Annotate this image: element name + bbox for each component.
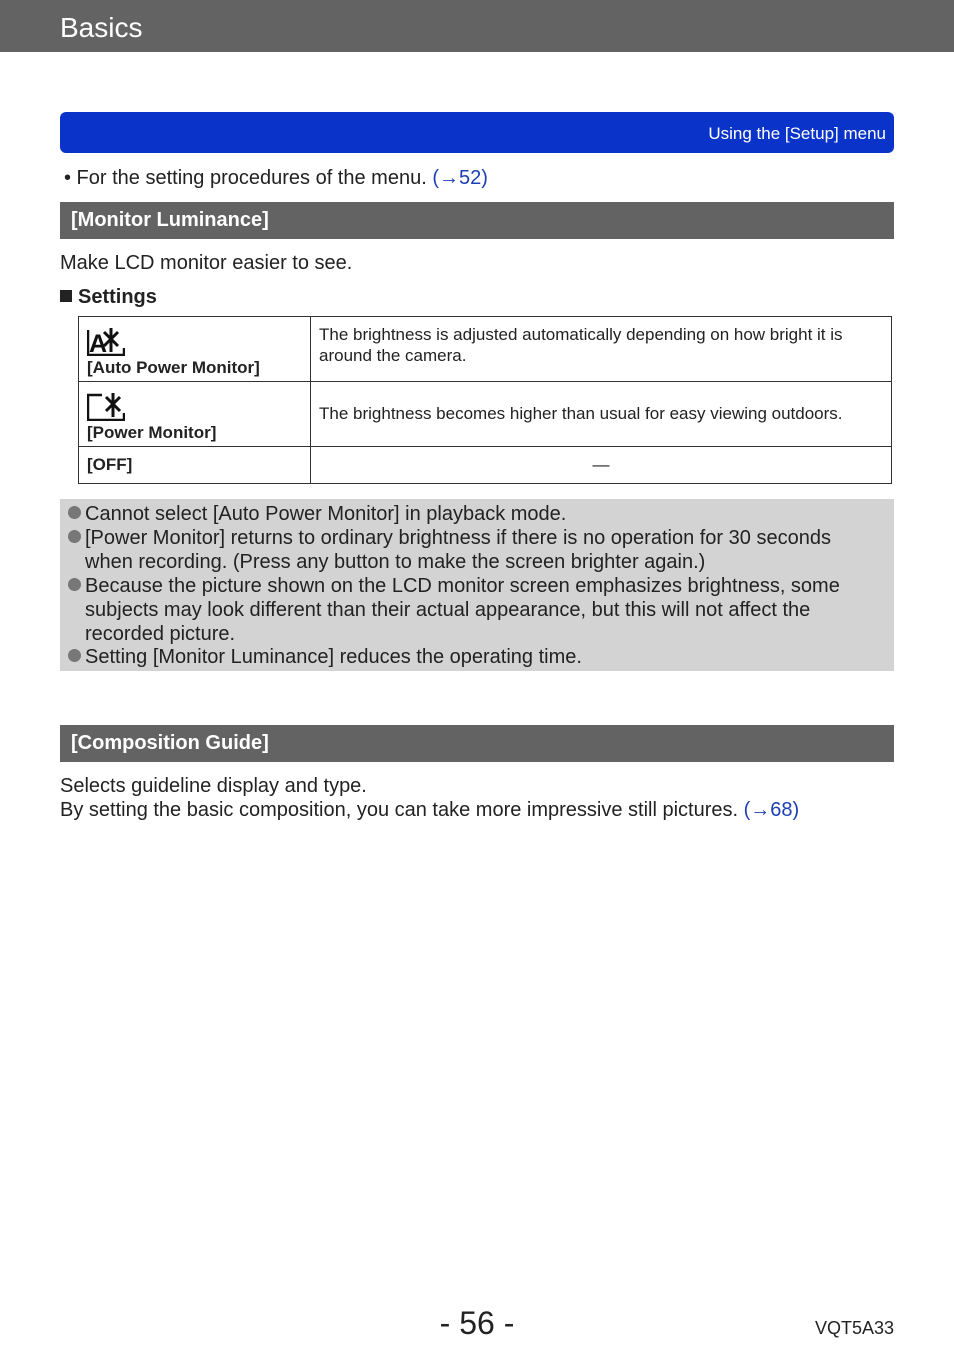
note-item	[68, 645, 884, 669]
settings-table	[78, 316, 892, 484]
banner-text: Using the [Setup] menu	[708, 124, 886, 143]
note-item	[68, 502, 884, 526]
composition-guide-description	[60, 774, 799, 822]
header-title: Basics	[60, 12, 143, 43]
setting-description: The brightness becomes higher than usual for easy viewing outdoors.	[319, 404, 843, 423]
power-monitor-icon	[87, 391, 125, 421]
note-text: Cannot select [Auto Power Monitor] in playback mode.	[85, 503, 567, 525]
settings-label-text: Settings	[78, 286, 157, 308]
table-cell-setting	[79, 317, 311, 382]
bullet-dot-icon	[68, 530, 81, 543]
composition-guide-link[interactable]: (→68)	[743, 799, 800, 821]
setting-description: The brightness is adjusted automatically depending on how bright it is around the camera.	[319, 325, 843, 365]
document-code: VQT5A33	[814, 1318, 894, 1338]
svg-text:A: A	[89, 330, 108, 356]
composition-guide-heading	[60, 725, 894, 762]
monitor-luminance-heading-text: [Monitor Luminance]	[71, 209, 269, 231]
square-bullet-icon	[60, 290, 72, 302]
table-cell-setting	[79, 382, 311, 447]
composition-guide-line2-text: By setting the basic composition, you can take more impressive still pictures.	[60, 799, 744, 821]
note-text-continued: subjects may look different than their actual appearance, but this will not affect the	[85, 599, 811, 621]
intro-line	[64, 167, 488, 190]
table-cell-description	[311, 317, 892, 382]
bullet-dot-icon	[68, 506, 81, 519]
header-bar	[0, 0, 954, 52]
table-cell-setting	[79, 447, 311, 484]
table-row	[79, 382, 892, 447]
table-row	[79, 447, 892, 484]
setting-description: —	[592, 455, 610, 474]
composition-guide-line1: Selects guideline display and type.	[60, 775, 367, 797]
setting-label: [Auto Power Monitor]	[87, 358, 260, 377]
monitor-luminance-description: Make LCD monitor easier to see.	[60, 252, 353, 274]
intro-text: • For the setting procedures of the menu.	[64, 167, 433, 189]
intro-link[interactable]: (→52)	[432, 167, 488, 189]
notes-box	[60, 499, 894, 671]
note-text: Setting [Monitor Luminance] reduces the operating time.	[85, 646, 582, 668]
note-text-continued: when recording. (Press any button to make the screen brighter again.)	[85, 551, 706, 573]
settings-label	[60, 286, 157, 309]
table-cell-description	[311, 447, 892, 484]
composition-guide-line2	[60, 798, 799, 822]
note-item	[68, 574, 884, 646]
setting-label: [OFF]	[87, 455, 133, 474]
section-banner	[60, 112, 894, 153]
note-text-continued: recorded picture.	[85, 623, 236, 645]
setting-label: [Power Monitor]	[87, 423, 217, 442]
bullet-dot-icon	[68, 649, 81, 662]
table-row	[79, 317, 892, 382]
table-cell-description	[311, 382, 892, 447]
note-text: Because the picture shown on the LCD monitor screen emphasizes brightness, some	[85, 575, 840, 597]
composition-guide-heading-text: [Composition Guide]	[71, 732, 269, 754]
note-text: [Power Monitor] returns to ordinary brightness if there is no operation for 30 seconds	[85, 527, 831, 549]
auto-power-monitor-icon	[87, 326, 125, 356]
page-number: - 56 -	[439, 1305, 515, 1341]
bullet-dot-icon	[68, 578, 81, 591]
monitor-luminance-heading	[60, 202, 894, 239]
note-item	[68, 526, 884, 574]
